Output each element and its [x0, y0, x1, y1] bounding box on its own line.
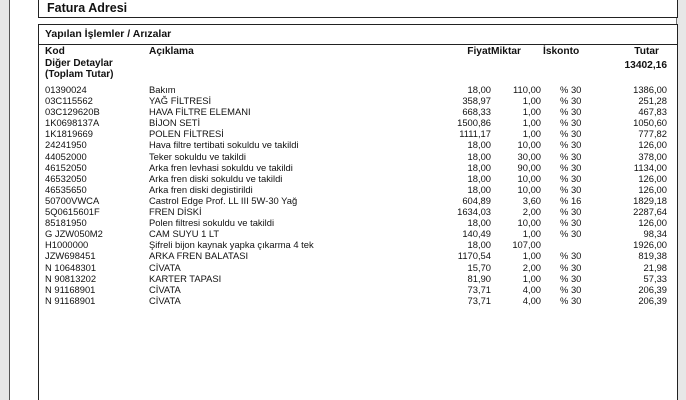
row-discount: % 30	[560, 172, 582, 184]
table-row	[39, 273, 677, 284]
header-quantity: Miktar	[490, 46, 521, 57]
table-row	[39, 173, 677, 184]
row-quantity: 2,00	[522, 261, 541, 273]
row-total: 2287,64	[633, 206, 667, 218]
row-total: 126,00	[638, 217, 667, 229]
row-quantity: 3,60	[522, 194, 541, 206]
row-total: 21,98	[643, 261, 667, 273]
line-items	[39, 84, 677, 306]
row-code: 46535650	[45, 183, 87, 195]
row-price: 1634,03	[457, 206, 491, 218]
row-quantity: 1,00	[522, 228, 541, 240]
row-code: 01390024	[45, 84, 87, 95]
row-total: 251,28	[638, 95, 667, 107]
row-price: 18,00	[467, 161, 491, 173]
invoice-page	[9, 0, 677, 400]
row-code: N 90813202	[45, 272, 97, 284]
row-code: N 10648301	[45, 261, 97, 273]
row-code: 1K0698137A	[45, 117, 100, 129]
row-description: Arka fren levhasi sokuldu ve takildi	[149, 161, 293, 173]
row-description: Bakım	[149, 84, 176, 95]
row-total: 467,83	[638, 106, 667, 118]
table-row	[39, 84, 677, 95]
row-discount: % 30	[560, 84, 582, 95]
row-price: 81,90	[467, 272, 491, 284]
header-discount: İskonto	[543, 46, 580, 57]
row-code: 03C115562	[45, 95, 93, 107]
row-total: 98,34	[643, 228, 667, 240]
row-code: 1K1819669	[45, 128, 93, 140]
row-code: 03C129620B	[45, 106, 100, 118]
row-price: 18,00	[467, 172, 491, 184]
table-row	[39, 262, 677, 273]
row-description: CİVATA	[149, 261, 181, 273]
row-discount: % 30	[560, 228, 582, 240]
row-price: 18,00	[467, 150, 491, 162]
table-row	[39, 106, 677, 117]
row-discount: % 30	[560, 150, 582, 162]
row-discount: % 30	[560, 272, 582, 284]
row-price: 358,97	[462, 95, 491, 107]
billing-address-title: Fatura Adresi	[47, 1, 128, 15]
table-row	[39, 239, 677, 250]
operations-table	[38, 24, 678, 400]
row-description: Arka fren diski degistirildi	[149, 183, 253, 195]
row-total: 57,33	[643, 272, 667, 284]
row-discount: % 30	[560, 139, 582, 151]
row-price: 604,89	[462, 194, 491, 206]
other-details-row	[39, 58, 677, 80]
grand-total: 13402,16	[624, 60, 667, 71]
row-price: 1111,17	[459, 128, 491, 140]
row-code: 50700VWCA	[45, 194, 100, 206]
row-quantity: 1,00	[522, 95, 541, 107]
row-quantity: 30,00	[517, 150, 541, 162]
row-quantity: 90,00	[517, 161, 541, 173]
row-quantity: 1,00	[522, 272, 541, 284]
row-discount: % 30	[560, 106, 582, 118]
row-total: 206,39	[638, 294, 667, 306]
operations-section-title: Yapılan İşlemler / Arızalar	[45, 28, 172, 40]
row-quantity: 1,00	[522, 106, 541, 118]
row-quantity: 1,00	[522, 128, 541, 140]
row-total: 378,00	[638, 150, 667, 162]
table-row	[39, 95, 677, 106]
row-quantity: 2,00	[522, 206, 541, 218]
row-description: Polen filtresi sokuldu ve takildi	[149, 217, 275, 229]
table-row	[39, 206, 677, 217]
table-row	[39, 151, 677, 162]
row-description: YAĞ FİLTRESİ	[149, 95, 212, 107]
row-discount: % 30	[560, 128, 582, 140]
row-discount: % 30	[560, 161, 582, 173]
row-code: H1000000	[45, 239, 89, 251]
row-total: 1926,00	[633, 239, 667, 251]
row-description: HAVA FİLTRE ELEMANI	[149, 106, 251, 118]
table-row	[39, 228, 677, 239]
table-row	[39, 195, 677, 206]
row-code: 46532050	[45, 172, 87, 184]
table-row	[39, 250, 677, 261]
table-header	[39, 46, 677, 58]
header-code: Kod	[45, 46, 65, 57]
row-quantity: 1,00	[522, 250, 541, 262]
row-price: 18,00	[467, 84, 491, 95]
row-total: 1829,18	[633, 194, 667, 206]
header-description: Açıklama	[149, 46, 194, 57]
row-price: 18,00	[467, 217, 491, 229]
row-description: CAM SUYU 1 LT	[149, 228, 220, 240]
row-quantity: 1,00	[522, 117, 541, 129]
row-discount: % 30	[560, 294, 582, 306]
row-quantity: 10,00	[517, 183, 541, 195]
table-row	[39, 184, 677, 195]
row-discount: % 30	[560, 183, 582, 195]
row-total: 1134,00	[633, 161, 667, 173]
row-total: 126,00	[638, 172, 667, 184]
row-code: G JZW050M2	[45, 228, 103, 240]
row-price: 1170,54	[457, 250, 491, 262]
row-code: N 91168901	[45, 283, 96, 295]
row-total: 1386,00	[633, 84, 667, 95]
row-description: Şifreli bijon kaynak yapka çıkarma 4 tek	[149, 239, 314, 251]
table-row	[39, 295, 677, 306]
row-discount: % 30	[560, 95, 582, 107]
row-description: Teker sokuldu ve takildi	[149, 150, 246, 162]
table-row	[39, 162, 677, 173]
row-description: FREN DİSKİ	[149, 206, 202, 218]
row-description: CİVATA	[149, 283, 181, 295]
row-quantity: 10,00	[517, 172, 541, 184]
row-description: ARKA FREN BALATASI	[149, 250, 249, 262]
header-price: Fiyat	[467, 46, 491, 57]
row-discount: % 30	[560, 261, 582, 273]
header-total: Tutar	[634, 46, 659, 57]
row-discount: % 30	[560, 250, 582, 262]
row-description: Hava filtre tertibati sokuldu ve takildi	[149, 139, 299, 151]
row-price: 15,70	[467, 261, 491, 273]
table-row	[39, 284, 677, 295]
row-code: N 91168901	[45, 294, 96, 306]
row-price: 18,00	[467, 139, 491, 151]
row-description: POLEN FİLTRESİ	[149, 128, 224, 140]
row-price: 668,33	[462, 106, 491, 118]
row-discount: % 30	[560, 206, 582, 218]
row-total: 126,00	[638, 183, 667, 195]
billing-address-box	[38, 0, 678, 18]
row-price: 18,00	[467, 239, 491, 251]
row-quantity: 10,00	[517, 217, 541, 229]
row-quantity: 4,00	[522, 294, 541, 306]
row-price: 18,00	[467, 183, 491, 195]
section-divider	[39, 44, 677, 45]
row-description: BİJON SETİ	[149, 117, 201, 129]
row-total: 1050,60	[633, 117, 667, 129]
row-code: 44052000	[45, 150, 87, 162]
row-quantity: 110,00	[513, 84, 541, 95]
table-row	[39, 139, 677, 150]
row-code: 5Q0615601F	[45, 206, 100, 218]
row-code: 46152050	[45, 161, 87, 173]
row-code: JZW698451	[45, 250, 96, 262]
row-price: 1500,86	[457, 117, 491, 129]
row-total: 206,39	[638, 283, 667, 295]
row-total: 126,00	[638, 139, 667, 151]
table-row	[39, 217, 677, 228]
row-price: 140,49	[462, 228, 491, 240]
row-description: Arka fren diski sokuldu ve takildi	[149, 172, 283, 184]
table-row	[39, 128, 677, 139]
row-discount: % 30	[560, 217, 582, 229]
row-quantity: 4,00	[522, 283, 541, 295]
row-description: Castrol Edge Prof. LL III 5W-30 Yağ	[149, 194, 298, 206]
row-price: 73,71	[467, 283, 491, 295]
other-details-label: Diğer Detaylar (Toplam Tutar)	[45, 58, 114, 80]
row-total: 777,82	[638, 128, 667, 140]
row-description: CİVATA	[149, 294, 181, 306]
row-quantity: 107,00	[512, 239, 541, 251]
row-description: KARTER TAPASI	[149, 272, 222, 284]
row-price: 73,71	[467, 294, 491, 306]
row-code: 85181950	[45, 217, 87, 229]
row-discount: % 16	[560, 194, 582, 206]
row-total: 819,38	[638, 250, 667, 262]
row-quantity: 10,00	[517, 139, 541, 151]
row-discount: % 30	[560, 117, 582, 129]
table-row	[39, 117, 677, 128]
row-code: 24241950	[45, 139, 87, 151]
row-discount: % 30	[560, 283, 582, 295]
